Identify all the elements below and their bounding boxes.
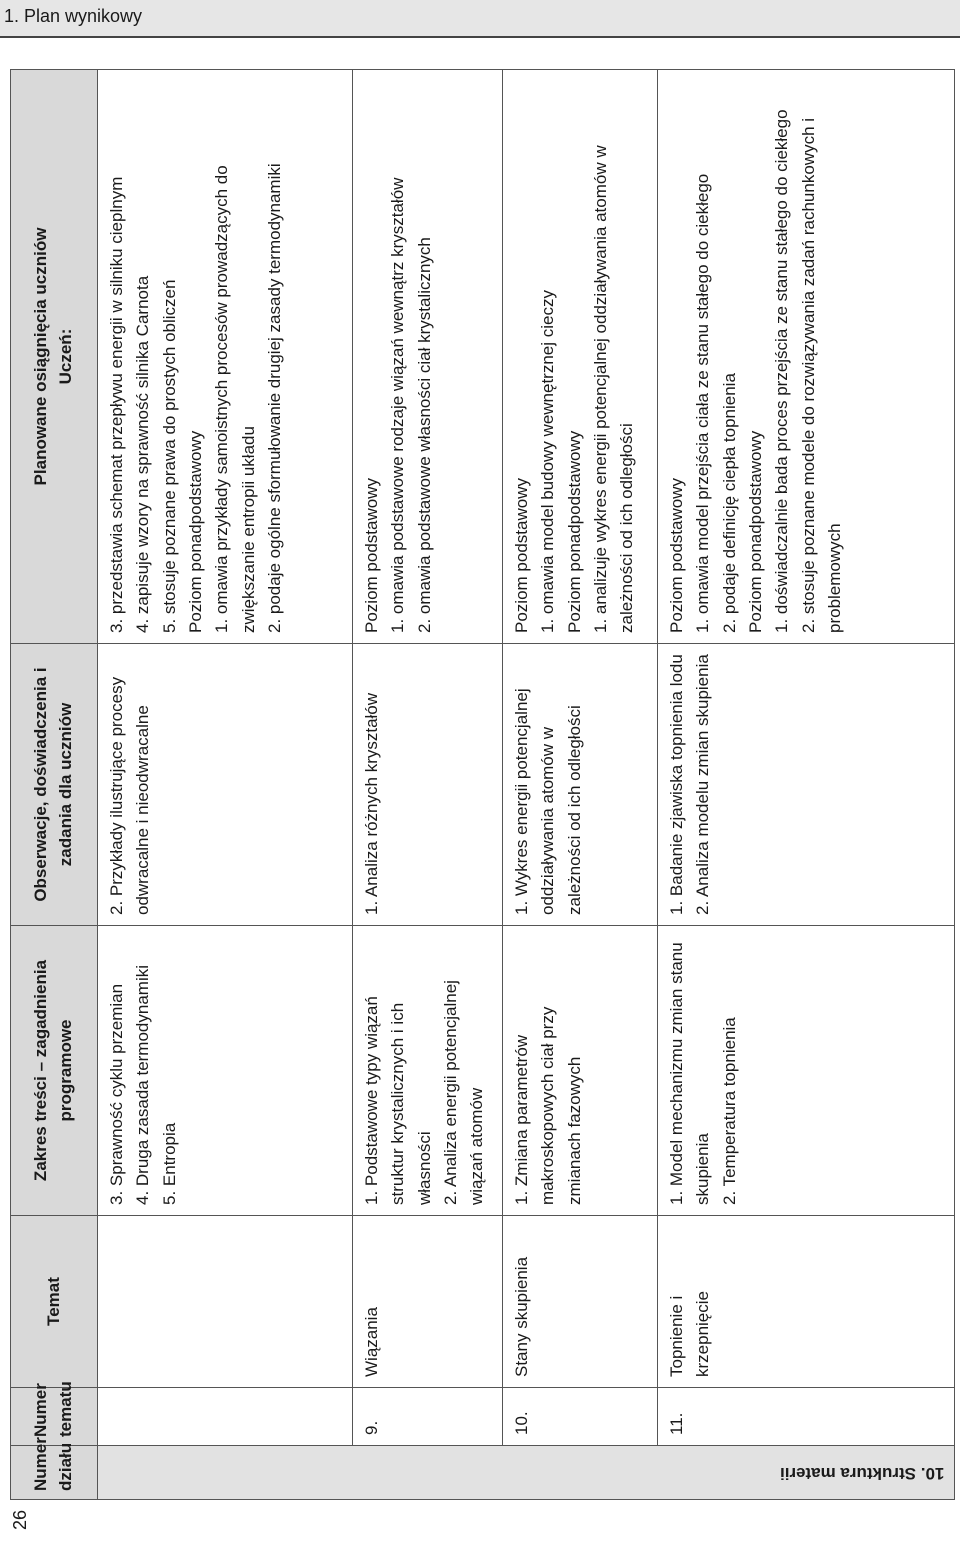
cell-zakres bbox=[658, 926, 955, 1216]
cell-osiagniecia bbox=[98, 70, 353, 644]
table-row bbox=[353, 70, 503, 1500]
cell-numer: 10. bbox=[503, 1388, 658, 1446]
plan-table-container bbox=[10, 70, 955, 1500]
osiagniecia-item: 1. doświadczalnie bada proces przejścia ze stanu stałego do ciekłego bbox=[772, 109, 792, 633]
zakres-item: 1. Zmiana parametrów makroskopowych ciał przy zmianach fazowych bbox=[512, 1006, 584, 1205]
cell-osiagniecia bbox=[503, 70, 658, 644]
obserwacje-item: 1. Badanie zjawiska topnienia lodu bbox=[667, 654, 686, 915]
osiagniecia-level: Poziom podstawowy bbox=[362, 478, 381, 633]
zakres-item: 2. Analiza energii potencjalnej wiązań atomów bbox=[441, 980, 487, 1205]
page-number: 26 bbox=[10, 1509, 30, 1530]
cell-numer bbox=[98, 1388, 353, 1446]
osiagniecia-level: Poziom podstawowy bbox=[512, 478, 531, 633]
osiagniecia-item: 2. stosuje poznane modele do rozwiązywania zadań rachunkowych i problemowych bbox=[798, 117, 845, 633]
osiagniecia-level: Poziom ponadpodstawowy bbox=[746, 430, 766, 633]
cell-obserwacje bbox=[658, 644, 955, 926]
col-header-osiagniecia-title: Planowane osiągnięcia uczniów bbox=[31, 227, 51, 486]
osiagniecia-item: 2. podaje definicję ciepła topnienia bbox=[719, 373, 739, 633]
obserwacje-item: 1. Analiza różnych kryształów bbox=[362, 692, 381, 915]
cell-osiagniecia bbox=[353, 70, 503, 644]
osiagniecia-item: 2. podaje ogólne sformułowanie drugiej zasady termodynamiki bbox=[265, 163, 285, 633]
zakres-item: 5. Entropia bbox=[159, 1122, 179, 1205]
obserwacje-item: 1. Wykres energii potencjalnej oddziaływania atomów w zależności od ich odległości bbox=[512, 688, 584, 915]
cell-temat: Wiązania bbox=[353, 1216, 503, 1388]
page-header bbox=[0, 0, 960, 38]
osiagniecia-item: 1. omawia model przejścia ciała ze stanu stałego do ciekłego bbox=[693, 173, 713, 633]
cell-zakres bbox=[98, 926, 353, 1216]
section-cell bbox=[98, 1446, 955, 1500]
table-header-row bbox=[11, 70, 98, 1500]
header-title: 1. Plan wynikowy bbox=[4, 6, 143, 26]
osiagniecia-item: 5. stosuje poznane prawa do prostych obliczeń bbox=[159, 279, 179, 633]
zakres-item: 4. Druga zasada termodynamiki bbox=[133, 964, 153, 1205]
cell-zakres bbox=[503, 926, 658, 1216]
col-header-obserwacje: Obserwacje, doświadczenia i zadania dla uczniów bbox=[11, 644, 98, 926]
table-row bbox=[658, 70, 955, 1500]
osiagniecia-level: Poziom podstawowy bbox=[667, 478, 686, 633]
zakres-item: 3. Sprawność cyklu przemian bbox=[107, 983, 126, 1205]
cell-obserwacje bbox=[503, 644, 658, 926]
section-label: 10. Struktura materii bbox=[779, 1463, 944, 1483]
col-header-temat: Temat bbox=[11, 1216, 98, 1388]
osiagniecia-item: 1. omawia podstawowe rodzaje wiązań wewnątrz kryształów bbox=[388, 177, 408, 633]
obserwacje-item: 2. Analiza modelu zmian skupienia bbox=[693, 654, 713, 915]
col-header-osiagniecia bbox=[11, 70, 98, 644]
zakres-item: 1. Podstawowe typy wiązań struktur krystalicznych i ich własności bbox=[362, 996, 434, 1205]
cell-temat: Stany skupienia bbox=[503, 1216, 658, 1388]
col-header-osiagniecia-sub: Uczeń: bbox=[56, 328, 75, 385]
plan-table bbox=[10, 69, 955, 1500]
cell-zakres bbox=[353, 926, 503, 1216]
col-header-numer-dzialu: Numer działu bbox=[11, 1446, 98, 1500]
cell-temat bbox=[98, 1216, 353, 1388]
col-header-zakres: Zakres treści – zagadnienia programowe bbox=[11, 926, 98, 1216]
cell-obserwacje bbox=[98, 644, 353, 926]
osiagniecia-item: 1. analizuje wykres energii potencjalnej oddziaływania atomów w zależności od ich odległości bbox=[591, 145, 637, 633]
osiagniecia-item: 2. omawia podstawowe własności ciał krystalicznych bbox=[414, 237, 434, 633]
osiagniecia-item: 1. omawia przykłady samoistnych procesów prowadzących do zwiększanie entropii układu bbox=[212, 165, 258, 633]
table-row bbox=[98, 70, 353, 1500]
table-row bbox=[503, 70, 658, 1500]
cell-osiagniecia bbox=[658, 70, 955, 644]
osiagniecia-level: Poziom ponadpodstawowy bbox=[186, 430, 206, 633]
obserwacje-item: 2. Przykłady ilustrujące procesy odwracalne i nieodwracalne bbox=[107, 676, 153, 915]
col-header-numer-tematu: Numer tematu bbox=[11, 1388, 98, 1446]
zakres-item: 2. Temperatura topnienia bbox=[719, 1017, 739, 1205]
osiagniecia-item: 3. przedstawia schemat przepływu energii w silniku cieplnym bbox=[107, 176, 126, 633]
cell-numer: 9. bbox=[353, 1388, 503, 1446]
zakres-item: 1. Model mechanizmu zmian stanu skupienia bbox=[667, 942, 713, 1205]
osiagniecia-item: 1. omawia model budowy wewnętrznej cieczy bbox=[538, 290, 558, 633]
cell-obserwacje bbox=[353, 644, 503, 926]
cell-temat: Topnienie i krzepnięcie bbox=[658, 1216, 955, 1388]
osiagniecia-level: Poziom ponadpodstawowy bbox=[564, 430, 584, 633]
osiagniecia-item: 4. zapisuje wzory na sprawność silnika Carnota bbox=[133, 275, 153, 633]
cell-numer: 11. bbox=[658, 1388, 955, 1446]
